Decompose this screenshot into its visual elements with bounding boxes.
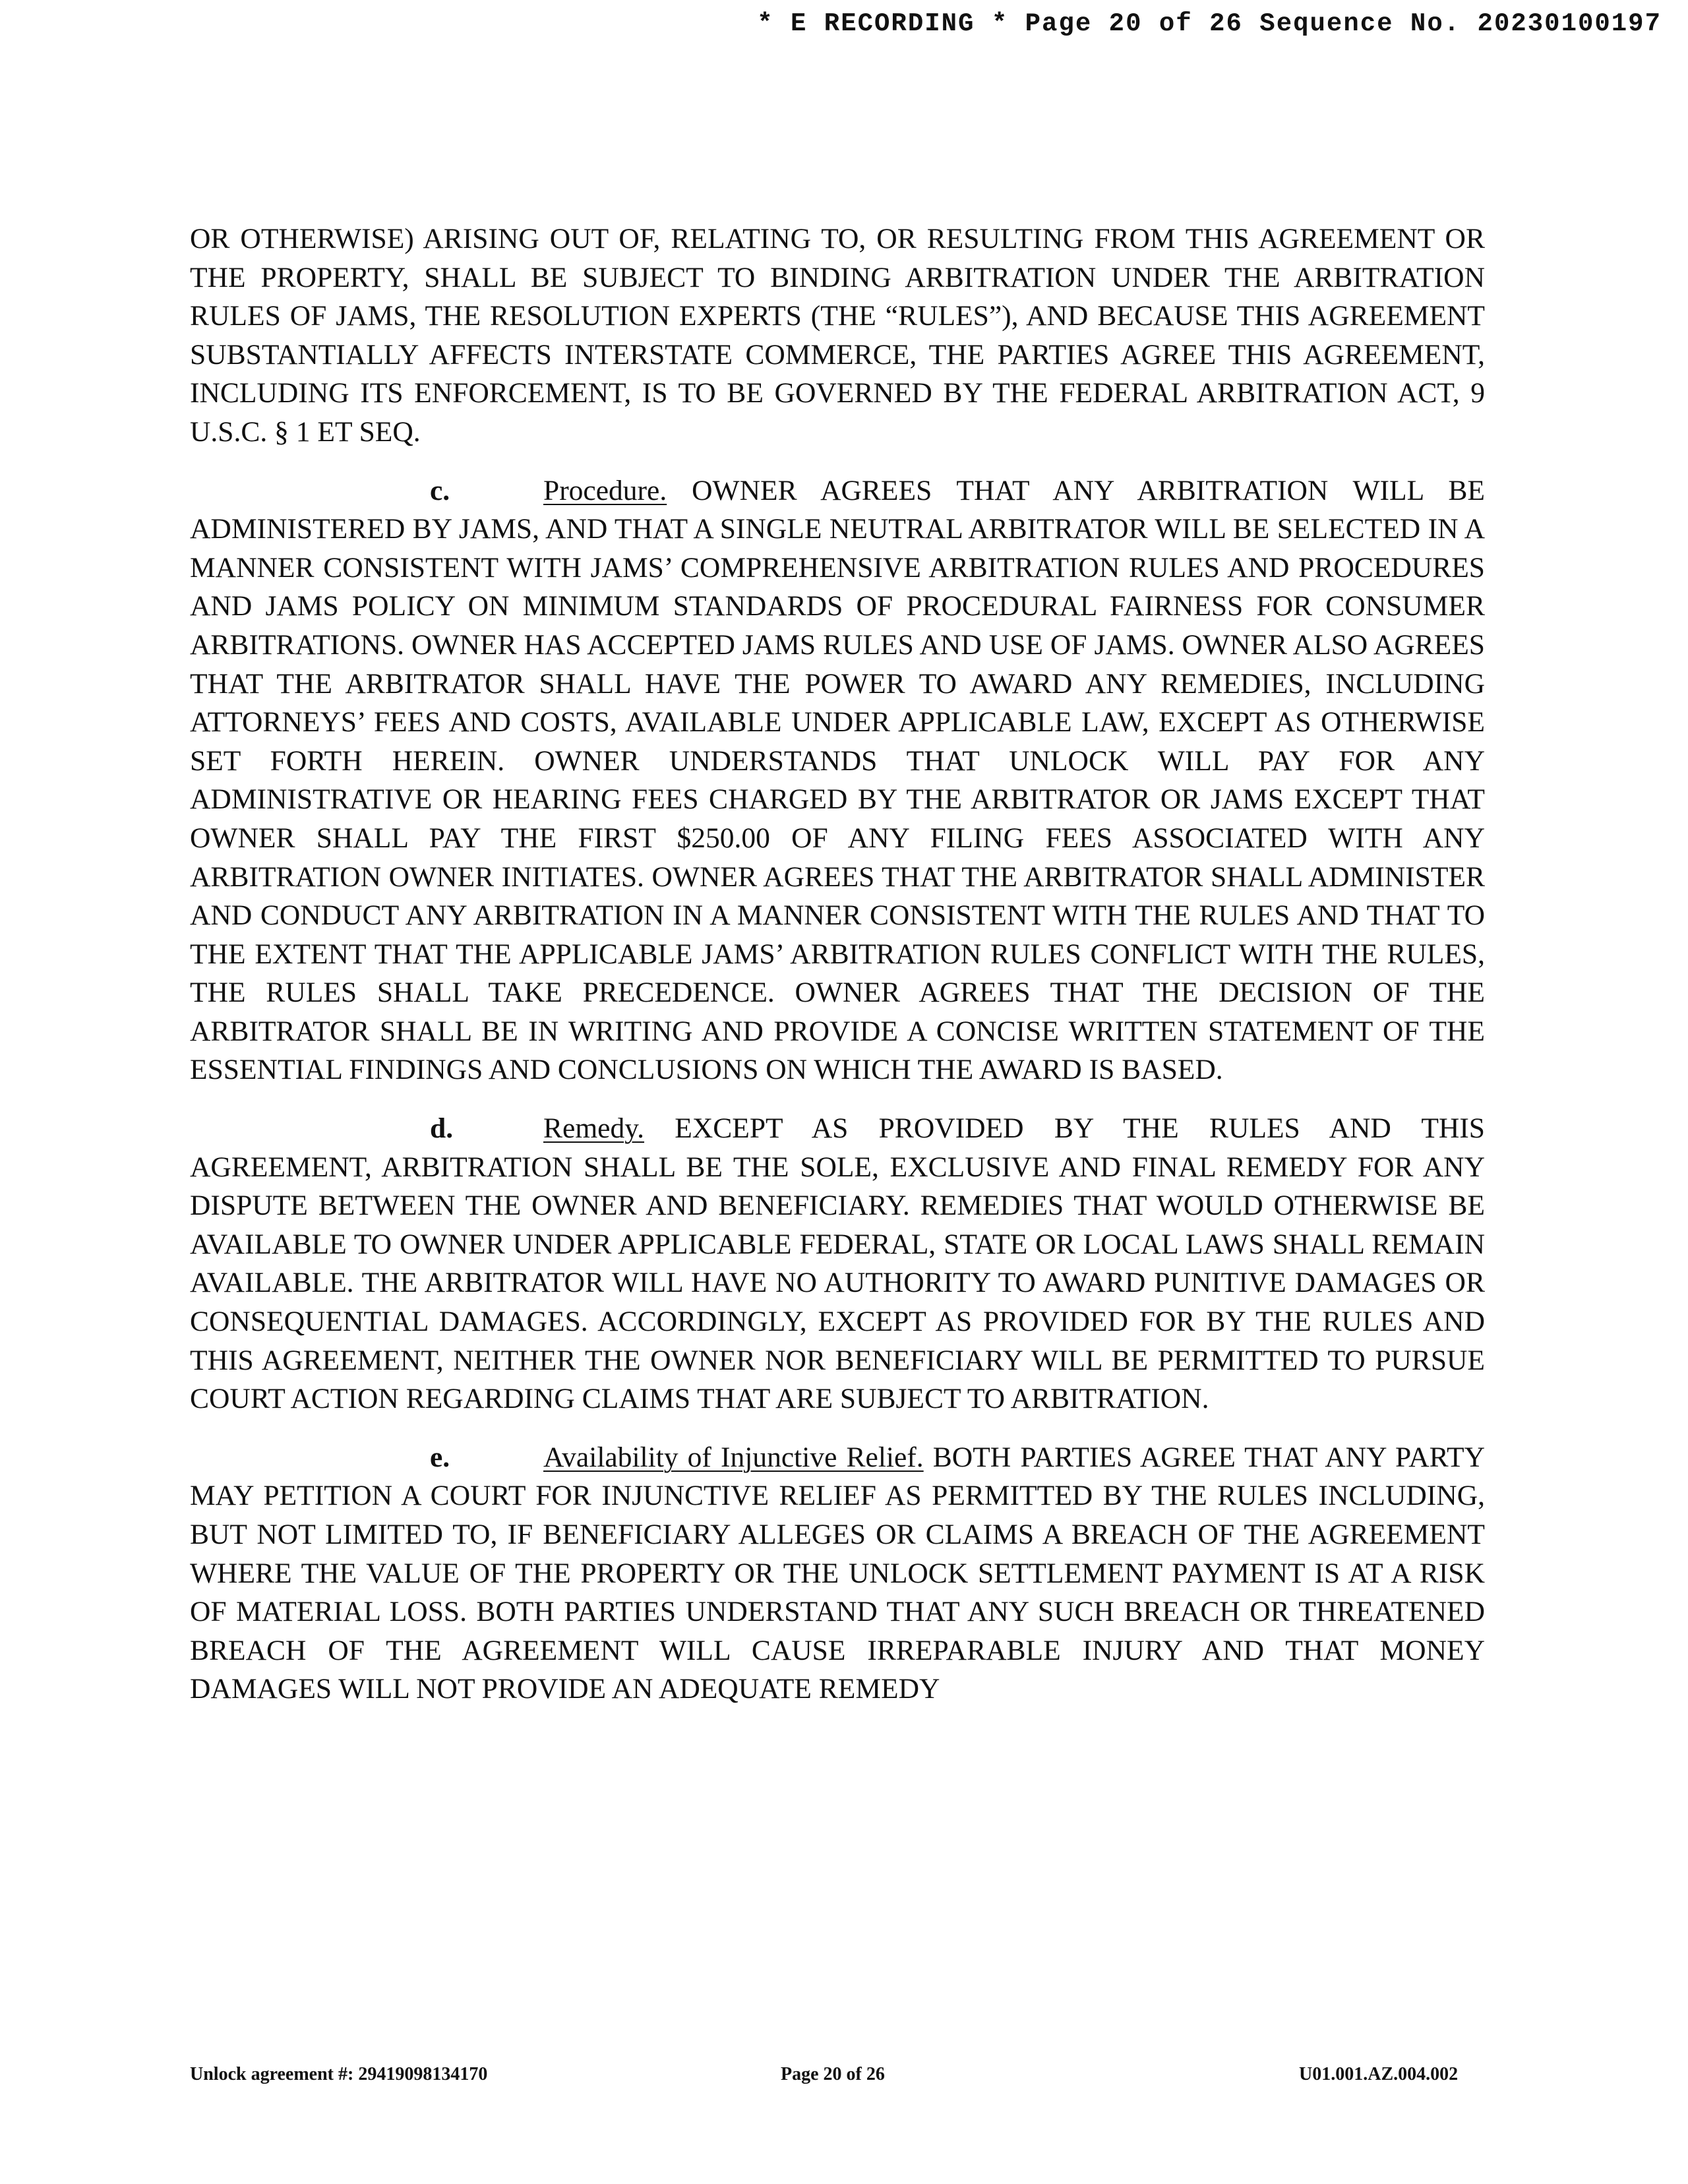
footer-doc-code: U01.001.AZ.004.002 bbox=[1299, 2064, 1459, 2084]
paragraph-remedy bbox=[190, 1109, 1485, 1418]
section-letter: d. bbox=[430, 1112, 454, 1145]
footer-agreement-number: Unlock agreement #: 29419098134170 bbox=[190, 2064, 488, 2084]
section-letter: c. bbox=[430, 474, 450, 506]
paragraph-text: OWNER AGREES THAT ANY ARBITRATION WILL BE ADMINISTERED BY JAMS, AND THAT A SINGLE NEUTRAL ARBITRATOR WILL BE SELECTED IN A MANNER CONSISTENT WITH JAMS’ COMPREHENSIVE ARBITRATION RULES AND PROCEDURES AND JAMS POLICY ON MINIMUM STANDARDS OF PROCEDURAL FAIRNESS FOR CONSUMER ARBITRATIONS. OWNER HAS ACCEPTED JAMS RULES AND USE OF JAMS. OWNER ALSO AGREES THAT THE ARBITRATOR SHALL HAVE THE POWER TO AWARD ANY REMEDIES, INCLUDING ATTORNEYS’ FEES AND COSTS, AVAILABLE UNDER APPLICABLE LAW, EXCEPT AS OTHERWISE SET FORTH HEREIN. OWNER UNDERSTANDS THAT UNLOCK WILL PAY FOR ANY ADMINISTRATIVE OR HEARING FEES CHARGED BY THE ARBITRATOR OR JAMS EXCEPT THAT OWNER SHALL PAY THE FIRST $250.00 OF ANY FILING FEES ASSOCIATED WITH ANY ARBITRATION OWNER INITIATES. OWNER AGREES THAT THE ARBITRATOR SHALL ADMINISTER AND CONDUCT ANY ARBITRATION IN A MANNER CONSISTENT WITH THE RULES AND THAT TO THE EXTENT THAT THE APPLICABLE JAMS’ ARBITRATION RULES CONFLICT WITH THE RULES, THE RULES SHALL TAKE PRECEDENCE. OWNER AGREES THAT THE DECISION OF THE ARBITRATOR SHALL BE IN WRITING AND PROVIDE A CONCISE WRITTEN STATEMENT OF THE ESSENTIAL FINDINGS AND CONCLUSIONS ON WHICH THE AWARD IS BASED. bbox=[190, 474, 1486, 1086]
recording-header: * E RECORDING * Page 20 of 26 Sequence No. 20230100197 bbox=[757, 9, 1662, 38]
paragraph-text: OR OTHERWISE) ARISING OUT OF, RELATING TO, OR RESULTING FROM THIS AGREEMENT OR THE PROPERTY, SHALL BE SUBJECT TO BINDING ARBITRATION UNDER THE ARBITRATION RULES OF JAMS, THE RESOLUTION EXPERTS (THE “RULES”), AND BECAUSE THIS AGREEMENT SUBSTANTIALLY AFFECTS INTERSTATE COMMERCE, THE PARTIES AGREE THIS AGREEMENT, INCLUDING ITS ENFORCEMENT, IS TO BE GOVERNED BY THE FEDERAL ARBITRATION ACT, 9 U.S.C. § 1 ET SEQ. bbox=[190, 223, 1485, 448]
paragraph-injunctive-relief bbox=[190, 1438, 1485, 1709]
section-title: Availability of Injunctive Relief. bbox=[543, 1441, 924, 1473]
paragraph-procedure bbox=[190, 471, 1485, 1090]
paragraph-text: BOTH PARTIES AGREE THAT ANY PARTY MAY PETITION A COURT FOR INJUNCTIVE RELIEF AS PERMITTED BY THE RULES INCLUDING, BUT NOT LIMITED TO, IF BENEFICIARY ALLEGES OR CLAIMS A BREACH OF THE AGREEMENT WHERE THE VALUE OF THE PROPERTY OR THE UNLOCK SETTLEMENT PAYMENT IS AT A RISK OF MATERIAL LOSS. BOTH PARTIES UNDERSTAND THAT ANY SUCH BREACH OR THREATENED BREACH OF THE AGREEMENT WILL CAUSE IRREPARABLE INJURY AND THAT MONEY DAMAGES WILL NOT PROVIDE AN ADEQUATE REMEDY bbox=[190, 1441, 1486, 1705]
section-title: Procedure. bbox=[543, 474, 667, 506]
document-body bbox=[190, 220, 1485, 1728]
paragraph-continuation bbox=[190, 220, 1485, 452]
section-title: Remedy. bbox=[543, 1112, 645, 1145]
section-letter: e. bbox=[430, 1441, 450, 1473]
footer-page-number: Page 20 of 26 bbox=[781, 2064, 885, 2084]
paragraph-text: EXCEPT AS PROVIDED BY THE RULES AND THIS AGREEMENT, ARBITRATION SHALL BE THE SOLE, EXCLUSIVE AND FINAL REMEDY FOR ANY DISPUTE BETWEEN THE OWNER AND BENEFICIARY. REMEDIES THAT WOULD OTHERWISE BE AVAILABLE TO OWNER UNDER APPLICABLE FEDERAL, STATE OR LOCAL LAWS SHALL REMAIN AVAILABLE. THE ARBITRATOR WILL HAVE NO AUTHORITY TO AWARD PUNITIVE DAMAGES OR CONSEQUENTIAL DAMAGES. ACCORDINGLY, EXCEPT AS PROVIDED FOR BY THE RULES AND THIS AGREEMENT, NEITHER THE OWNER NOR BENEFICIARY WILL BE PERMITTED TO PURSUE COURT ACTION REGARDING CLAIMS THAT ARE SUBJECT TO ARBITRATION. bbox=[190, 1112, 1486, 1415]
